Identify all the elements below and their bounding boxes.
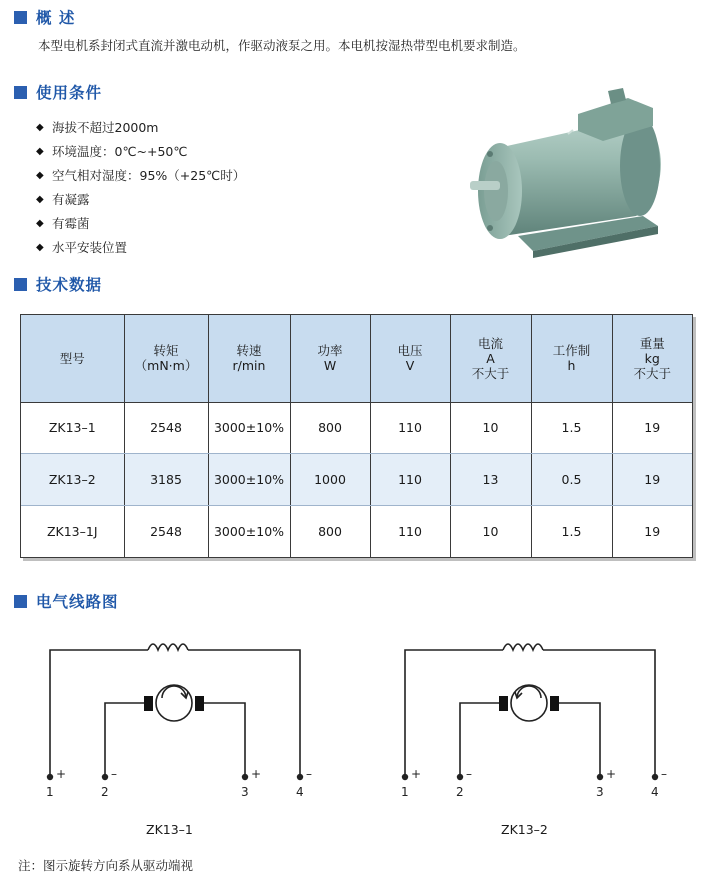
brush-icon [499,696,508,711]
terminal-2-polarity: – [111,767,117,781]
tech-title: 技术数据 [36,276,103,294]
diamond-bullet-icon: ◆ [36,169,44,181]
list-item: ◆ 空气相对湿度：95%（+25℃时） [36,168,246,183]
diamond-bullet-icon: ◆ [36,241,44,253]
cell-model: ZK13–1 [21,402,124,454]
field-coil-icon [148,644,188,650]
brush-icon [550,696,559,711]
table-row [21,402,692,454]
brush-icon [195,696,204,711]
terminal-3-polarity: + [606,767,617,781]
header-speed: 转速 r/min [208,315,290,402]
cell-duty: 1.5 [531,505,612,557]
tech-data-table [20,314,693,558]
terminal-3-label: 3 [241,785,249,799]
wiring-title: 电气线路图 [36,593,119,611]
terminal-4-polarity: – [306,767,312,781]
terminal-1-polarity: + [56,767,67,781]
diagram-2-caption: ZK13–2 [501,822,548,837]
square-bullet-icon [14,595,27,608]
conditions-heading [14,81,102,103]
diamond-bullet-icon: ◆ [36,217,44,229]
conditions-list [36,115,245,259]
cell-speed: 3000±10% [208,402,290,454]
terminal-2-label: 2 [101,785,109,799]
header-weight: 重量 kg 不大于 [612,315,692,402]
cell-speed: 3000±10% [208,505,290,557]
terminal-3-label: 3 [596,785,604,799]
brush-icon [144,696,153,711]
list-item: ◆ 有霉菌 [36,216,90,231]
terminal-4-label: 4 [296,785,304,799]
cell-voltage: 110 [370,505,450,557]
diamond-bullet-icon: ◆ [36,193,44,205]
terminal-1-label: 1 [46,785,54,799]
cell-current: 10 [450,505,531,557]
cell-current: 13 [450,454,531,506]
wiring-heading [14,590,119,612]
table-row [21,454,692,506]
diamond-bullet-icon: ◆ [36,145,44,157]
cell-duty: 0.5 [531,454,612,506]
header-current: 电流 A 不大于 [450,315,531,402]
cell-model: ZK13–1J [21,505,124,557]
table-row [21,505,692,557]
square-bullet-icon [14,86,27,99]
header-duty: 工作制 h [531,315,612,402]
cell-voltage: 110 [370,402,450,454]
terminal-2-label: 2 [456,785,464,799]
field-coil-icon [503,644,543,650]
cell-torque: 2548 [124,402,208,454]
list-item: ◆ 有凝露 [36,192,90,207]
cell-weight: 19 [612,454,692,506]
cell-weight: 19 [612,402,692,454]
terminal-4-label: 4 [651,785,659,799]
terminal-1-label: 1 [401,785,409,799]
conditions-title: 使用条件 [36,84,103,102]
terminal-4-polarity: – [661,767,667,781]
cell-weight: 19 [644,523,661,539]
cell-current: 10 [450,402,531,454]
header-voltage: 电压 V [370,315,450,402]
motor-image [458,86,673,266]
list-item: ◆ 水平安装位置 [36,240,128,255]
cell-torque: 2548 [124,505,208,557]
square-bullet-icon [14,11,27,24]
square-bullet-icon [14,278,27,291]
tech-heading [14,273,102,295]
cell-model: ZK13–2 [21,454,124,506]
overview-text: 本型电机系封闭式直流并激电动机，作驱动液泵之用。本电机按湿热带型电机要求制造。 [38,38,526,53]
header-torque: 转矩 （mN·m） [124,315,208,402]
terminal-1-polarity: + [411,767,422,781]
list-item: ◆ 环境温度：0℃~+50℃ [36,144,188,159]
terminal-3-polarity: + [251,767,262,781]
cell-speed: 3000±10% [208,454,290,506]
cell-power: 800 [290,402,370,454]
overview-heading [14,6,75,28]
header-model: 型号 [21,315,124,402]
terminal-2-polarity: – [466,767,472,781]
table-header-row [21,315,692,402]
header-power: 功率 W [290,315,370,402]
cell-duty: 1.5 [531,402,612,454]
cell-torque: 3185 [124,454,208,506]
diagram-1-caption: ZK13–1 [146,822,193,837]
diamond-bullet-icon: ◆ [36,121,44,133]
list-item: ◆ 海拔不超过2000m [36,120,159,135]
footnote: 注：图示旋转方向系从驱动端视 [18,858,194,873]
cell-power: 1000 [290,454,370,506]
cell-power: 800 [290,505,370,557]
overview-title: 概 述 [36,9,76,27]
cell-voltage: 110 [370,454,450,506]
